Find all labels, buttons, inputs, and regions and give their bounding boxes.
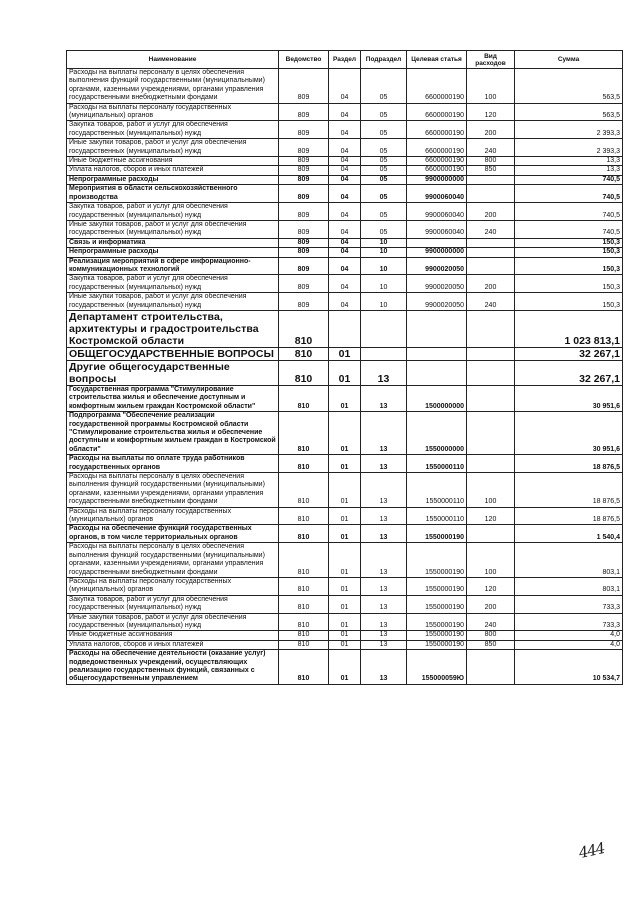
- table-row: [67, 275, 623, 293]
- cell-subsection: 05: [361, 69, 407, 104]
- cell-subsection: 10: [361, 238, 407, 247]
- cell-section: 04: [329, 185, 361, 203]
- cell-sum: 563,5: [515, 103, 623, 121]
- cell-sum: 740,5: [515, 220, 623, 238]
- budget-table: [66, 50, 623, 685]
- cell-kind: [467, 257, 515, 275]
- header-section: Раздел: [329, 51, 361, 69]
- cell-name: Иные закупки товаров, работ и услуг для обеспечения государственных (муниципальных) нужд: [67, 613, 279, 631]
- cell-kind: 240: [467, 613, 515, 631]
- table-row: [67, 595, 623, 613]
- cell-kind: [467, 310, 515, 347]
- cell-dept: 809: [279, 139, 329, 157]
- cell-target: [407, 360, 467, 385]
- cell-section: 01: [329, 507, 361, 525]
- cell-sum: 1 540,4: [515, 525, 623, 543]
- cell-kind: [467, 650, 515, 685]
- cell-target: [407, 238, 467, 247]
- cell-target: 9900060040: [407, 220, 467, 238]
- cell-target: 1550000110: [407, 455, 467, 473]
- header-subsection: Подраздел: [361, 51, 407, 69]
- cell-sum: 150,3: [515, 293, 623, 311]
- cell-subsection: 13: [361, 455, 407, 473]
- cell-target: 9900020050: [407, 293, 467, 311]
- cell-subsection: 13: [361, 650, 407, 685]
- cell-section: 04: [329, 157, 361, 166]
- table-row: [67, 69, 623, 104]
- header-target: Целевая статья: [407, 51, 467, 69]
- cell-sum: 32 267,1: [515, 360, 623, 385]
- cell-sum: 150,3: [515, 238, 623, 247]
- table-row: [67, 543, 623, 578]
- cell-section: 01: [329, 543, 361, 578]
- cell-subsection: 05: [361, 103, 407, 121]
- cell-sum: 803,1: [515, 577, 623, 595]
- cell-target: 9900000000: [407, 175, 467, 184]
- cell-dept: 810: [279, 360, 329, 385]
- cell-dept: 809: [279, 238, 329, 247]
- cell-name: Закупка товаров, работ и услуг для обеспечения государственных (муниципальных) нужд: [67, 275, 279, 293]
- cell-dept: 809: [279, 293, 329, 311]
- cell-target: 1550000110: [407, 473, 467, 508]
- cell-sum: 150,3: [515, 275, 623, 293]
- cell-sum: 1 023 813,1: [515, 310, 623, 347]
- cell-sum: 740,5: [515, 203, 623, 221]
- cell-sum: 150,3: [515, 257, 623, 275]
- cell-sum: 4,0: [515, 640, 623, 649]
- cell-sum: 18 876,5: [515, 473, 623, 508]
- cell-section: 04: [329, 220, 361, 238]
- cell-kind: 240: [467, 220, 515, 238]
- cell-name: Иные бюджетные ассигнования: [67, 157, 279, 166]
- table-row: [67, 640, 623, 649]
- cell-kind: [467, 385, 515, 411]
- cell-section: 04: [329, 69, 361, 104]
- cell-section: 04: [329, 238, 361, 247]
- cell-name: Уплата налогов, сборов и иных платежей: [67, 640, 279, 649]
- cell-name: Закупка товаров, работ и услуг для обеспечения государственных (муниципальных) нужд: [67, 203, 279, 221]
- cell-section: 04: [329, 139, 361, 157]
- budget-document: [66, 50, 622, 685]
- cell-subsection: 10: [361, 248, 407, 257]
- cell-target: 6600000190: [407, 139, 467, 157]
- cell-section: 04: [329, 293, 361, 311]
- cell-subsection: 05: [361, 175, 407, 184]
- cell-name: Расходы на обеспечение деятельности (оказание услуг) подведомственных учреждений, осуществляющих реализацию государственных функций, связанных с общегосударственным управлением: [67, 650, 279, 685]
- cell-subsection: 13: [361, 360, 407, 385]
- cell-kind: [467, 248, 515, 257]
- cell-dept: 810: [279, 650, 329, 685]
- cell-section: 01: [329, 631, 361, 640]
- cell-sum: 30 951,6: [515, 412, 623, 455]
- cell-subsection: 05: [361, 220, 407, 238]
- table-row: [67, 507, 623, 525]
- table-row: [67, 293, 623, 311]
- cell-section: 01: [329, 473, 361, 508]
- cell-sum: 733,3: [515, 595, 623, 613]
- cell-name: Расходы на выплаты по оплате труда работников государственных органов: [67, 455, 279, 473]
- cell-sum: 13,3: [515, 166, 623, 175]
- cell-dept: 810: [279, 347, 329, 360]
- cell-sum: 2 393,3: [515, 139, 623, 157]
- cell-kind: 240: [467, 293, 515, 311]
- cell-target: 1550000190: [407, 577, 467, 595]
- cell-section: 01: [329, 347, 361, 360]
- table-row: [67, 525, 623, 543]
- cell-kind: 200: [467, 121, 515, 139]
- cell-kind: 240: [467, 139, 515, 157]
- cell-subsection: [361, 310, 407, 347]
- cell-target: 155000059Ю: [407, 650, 467, 685]
- cell-kind: 120: [467, 507, 515, 525]
- cell-dept: 810: [279, 640, 329, 649]
- cell-name: Закупка товаров, работ и услуг для обеспечения государственных (муниципальных) нужд: [67, 595, 279, 613]
- cell-section: 01: [329, 385, 361, 411]
- cell-sum: 563,5: [515, 69, 623, 104]
- cell-name: Мероприятия в области сельскохозяйственного производства: [67, 185, 279, 203]
- cell-name: Подпрограмма "Обеспечение реализации государственной программы Костромской области "Стимулирование строительства жилья и обеспечение доступным и комфортным жильем граждан в Костромской области": [67, 412, 279, 455]
- cell-name: Иные закупки товаров, работ и услуг для обеспечения государственных (муниципальных) нужд: [67, 293, 279, 311]
- table-row: [67, 185, 623, 203]
- cell-subsection: 10: [361, 275, 407, 293]
- cell-name: Расходы на выплаты персоналу в целях обеспечения выполнения функций государственными (муниципальными) органами, казенными учреждениями, органами управления государственными внебюджетными фондами: [67, 543, 279, 578]
- cell-target: 6600000190: [407, 103, 467, 121]
- cell-target: 1550000190: [407, 640, 467, 649]
- cell-dept: 809: [279, 103, 329, 121]
- table-row: [67, 175, 623, 184]
- cell-kind: 100: [467, 69, 515, 104]
- cell-kind: [467, 347, 515, 360]
- cell-sum: 740,5: [515, 175, 623, 184]
- cell-sum: 733,3: [515, 613, 623, 631]
- cell-dept: 809: [279, 121, 329, 139]
- cell-subsection: 05: [361, 139, 407, 157]
- cell-dept: 810: [279, 385, 329, 411]
- cell-dept: 809: [279, 203, 329, 221]
- cell-section: 01: [329, 360, 361, 385]
- cell-target: [407, 347, 467, 360]
- cell-kind: 100: [467, 543, 515, 578]
- cell-dept: 810: [279, 455, 329, 473]
- cell-target: 1550000190: [407, 525, 467, 543]
- cell-subsection: 05: [361, 185, 407, 203]
- cell-section: 01: [329, 455, 361, 473]
- table-header: [67, 51, 623, 69]
- cell-name: Иные закупки товаров, работ и услуг для обеспечения государственных (муниципальных) нужд: [67, 139, 279, 157]
- cell-dept: 809: [279, 275, 329, 293]
- cell-target: 6600000190: [407, 166, 467, 175]
- cell-section: 01: [329, 650, 361, 685]
- table-row: [67, 203, 623, 221]
- cell-name: Расходы на выплаты персоналу в целях обеспечения выполнения функций государственными (муниципальными) органами, казенными учреждениями, органами управления государственными внебюджетными фондами: [67, 69, 279, 104]
- cell-target: 9900020050: [407, 257, 467, 275]
- cell-sum: 30 951,6: [515, 385, 623, 411]
- cell-section: 04: [329, 203, 361, 221]
- cell-section: 04: [329, 257, 361, 275]
- cell-target: [407, 310, 467, 347]
- cell-dept: 810: [279, 543, 329, 578]
- cell-target: 6600000190: [407, 121, 467, 139]
- table-row: [67, 577, 623, 595]
- cell-sum: 13,3: [515, 157, 623, 166]
- cell-name: Иные бюджетные ассигнования: [67, 631, 279, 640]
- cell-kind: 850: [467, 640, 515, 649]
- table-row: [67, 121, 623, 139]
- cell-dept: 810: [279, 595, 329, 613]
- cell-dept: 809: [279, 185, 329, 203]
- cell-subsection: 13: [361, 525, 407, 543]
- cell-subsection: 13: [361, 473, 407, 508]
- cell-sum: 4,0: [515, 631, 623, 640]
- cell-name: ОБЩЕГОСУДАРСТВЕННЫЕ ВОПРОСЫ: [67, 347, 279, 360]
- cell-subsection: 13: [361, 640, 407, 649]
- cell-sum: 740,5: [515, 185, 623, 203]
- cell-target: 1550000190: [407, 613, 467, 631]
- cell-target: 1550000190: [407, 631, 467, 640]
- cell-subsection: 05: [361, 166, 407, 175]
- cell-subsection: 13: [361, 543, 407, 578]
- cell-target: 1550000110: [407, 507, 467, 525]
- cell-section: 04: [329, 121, 361, 139]
- cell-name: Связь и информатика: [67, 238, 279, 247]
- cell-subsection: 13: [361, 507, 407, 525]
- cell-kind: 200: [467, 203, 515, 221]
- cell-target: 9900060040: [407, 185, 467, 203]
- cell-target: 9900020050: [407, 275, 467, 293]
- table-body: [67, 69, 623, 685]
- cell-subsection: 10: [361, 293, 407, 311]
- cell-name: Непрограммные расходы: [67, 175, 279, 184]
- cell-sum: 18 876,5: [515, 455, 623, 473]
- cell-kind: 200: [467, 275, 515, 293]
- header-kind: Вид расходов: [467, 51, 515, 69]
- cell-dept: 810: [279, 473, 329, 508]
- table-row: [67, 310, 623, 347]
- cell-name: Иные закупки товаров, работ и услуг для обеспечения государственных (муниципальных) нужд: [67, 220, 279, 238]
- cell-section: 01: [329, 640, 361, 649]
- table-row: [67, 220, 623, 238]
- table-row: [67, 631, 623, 640]
- cell-name: Другие общегосударственные вопросы: [67, 360, 279, 385]
- cell-section: [329, 310, 361, 347]
- cell-name: Департамент строительства, архитектуры и градостроительства Костромской области: [67, 310, 279, 347]
- cell-kind: [467, 238, 515, 247]
- table-row: [67, 385, 623, 411]
- cell-sum: 803,1: [515, 543, 623, 578]
- cell-section: 04: [329, 248, 361, 257]
- table-row: [67, 473, 623, 508]
- cell-target: 6600000190: [407, 69, 467, 104]
- cell-dept: 809: [279, 248, 329, 257]
- table-row: [67, 455, 623, 473]
- cell-target: 1500000000: [407, 385, 467, 411]
- cell-dept: 809: [279, 157, 329, 166]
- table-row: [67, 248, 623, 257]
- cell-kind: 120: [467, 577, 515, 595]
- cell-subsection: 13: [361, 385, 407, 411]
- cell-subsection: 13: [361, 412, 407, 455]
- cell-kind: [467, 360, 515, 385]
- cell-target: 1550000190: [407, 595, 467, 613]
- page-handwritten-mark: 444: [577, 839, 606, 863]
- cell-sum: 32 267,1: [515, 347, 623, 360]
- cell-subsection: [361, 347, 407, 360]
- table-row: [67, 257, 623, 275]
- cell-dept: 810: [279, 631, 329, 640]
- cell-dept: 810: [279, 507, 329, 525]
- table-row: [67, 166, 623, 175]
- cell-section: 01: [329, 577, 361, 595]
- cell-target: 9900060040: [407, 203, 467, 221]
- cell-sum: 10 534,7: [515, 650, 623, 685]
- cell-subsection: 05: [361, 157, 407, 166]
- cell-target: 1550000190: [407, 543, 467, 578]
- cell-dept: 810: [279, 412, 329, 455]
- cell-dept: 809: [279, 175, 329, 184]
- cell-sum: 18 876,5: [515, 507, 623, 525]
- cell-section: 01: [329, 595, 361, 613]
- cell-target: 1550000000: [407, 412, 467, 455]
- table-row: [67, 412, 623, 455]
- cell-section: 04: [329, 166, 361, 175]
- cell-name: Расходы на выплаты персоналу государственных (муниципальных) органов: [67, 103, 279, 121]
- cell-dept: 809: [279, 166, 329, 175]
- cell-dept: 810: [279, 310, 329, 347]
- header-dept: Ведомство: [279, 51, 329, 69]
- cell-kind: [467, 455, 515, 473]
- cell-kind: 800: [467, 631, 515, 640]
- cell-subsection: 13: [361, 577, 407, 595]
- cell-subsection: 13: [361, 595, 407, 613]
- cell-target: 9900000000: [407, 248, 467, 257]
- cell-name: Расходы на выплаты персоналу в целях обеспечения выполнения функций государственными (муниципальными) органами, казенными учреждениями, органами управления государственными внебюджетными фондами: [67, 473, 279, 508]
- cell-kind: [467, 185, 515, 203]
- cell-name: Реализация мероприятий в сфере информационно-коммуникационных технологий: [67, 257, 279, 275]
- cell-dept: 809: [279, 220, 329, 238]
- cell-name: Расходы на обеспечение функций государственных органов, в том числе территориальных органов: [67, 525, 279, 543]
- cell-subsection: 10: [361, 257, 407, 275]
- cell-kind: [467, 412, 515, 455]
- cell-name: Государственная программа "Стимулирование строительства жилья и обеспечение доступным и комфортным жильем граждан Костромской области": [67, 385, 279, 411]
- cell-dept: 809: [279, 69, 329, 104]
- table-row: [67, 650, 623, 685]
- cell-dept: 810: [279, 525, 329, 543]
- cell-subsection: 05: [361, 203, 407, 221]
- cell-dept: 810: [279, 577, 329, 595]
- header-sum: Сумма: [515, 51, 623, 69]
- cell-section: 04: [329, 175, 361, 184]
- cell-section: 01: [329, 412, 361, 455]
- cell-section: 01: [329, 613, 361, 631]
- cell-name: Расходы на выплаты персоналу государственных (муниципальных) органов: [67, 577, 279, 595]
- cell-sum: 150,3: [515, 248, 623, 257]
- cell-kind: [467, 175, 515, 184]
- cell-subsection: 13: [361, 631, 407, 640]
- cell-kind: 200: [467, 595, 515, 613]
- cell-kind: 850: [467, 166, 515, 175]
- cell-name: Закупка товаров, работ и услуг для обеспечения государственных (муниципальных) нужд: [67, 121, 279, 139]
- table-row: [67, 139, 623, 157]
- table-row: [67, 238, 623, 247]
- table-row: [67, 103, 623, 121]
- cell-sum: 2 393,3: [515, 121, 623, 139]
- cell-subsection: 13: [361, 613, 407, 631]
- cell-name: Расходы на выплаты персоналу государственных (муниципальных) органов: [67, 507, 279, 525]
- table-row: [67, 360, 623, 385]
- table-row: [67, 347, 623, 360]
- table-row: [67, 613, 623, 631]
- cell-section: 01: [329, 525, 361, 543]
- cell-dept: 809: [279, 257, 329, 275]
- cell-name: Уплата налогов, сборов и иных платежей: [67, 166, 279, 175]
- cell-subsection: 05: [361, 121, 407, 139]
- cell-target: 6600000190: [407, 157, 467, 166]
- cell-kind: [467, 525, 515, 543]
- cell-dept: 810: [279, 613, 329, 631]
- header-name: Наименование: [67, 51, 279, 69]
- cell-kind: 100: [467, 473, 515, 508]
- cell-kind: 800: [467, 157, 515, 166]
- cell-kind: 120: [467, 103, 515, 121]
- cell-section: 04: [329, 275, 361, 293]
- cell-section: 04: [329, 103, 361, 121]
- cell-name: Непрограммные расходы: [67, 248, 279, 257]
- table-row: [67, 157, 623, 166]
